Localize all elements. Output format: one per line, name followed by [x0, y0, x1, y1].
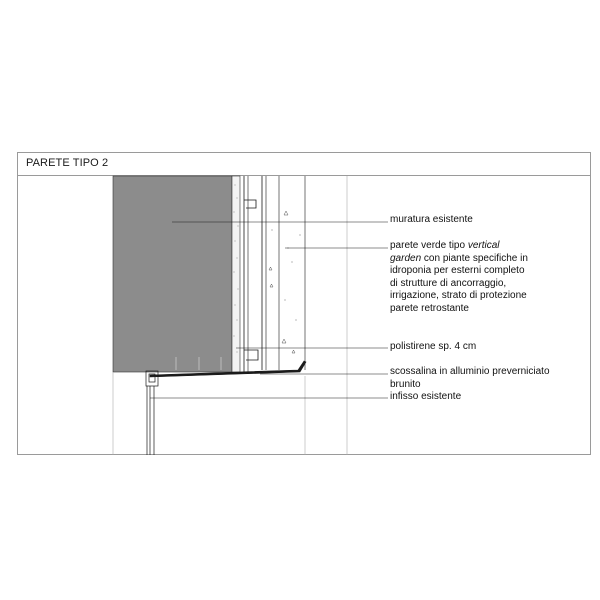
window-frame	[146, 371, 158, 455]
polystyrene-layer	[232, 176, 240, 372]
substrate-dots	[271, 229, 300, 320]
vertical-garden	[244, 176, 305, 372]
label-infisso: infisso esistente	[390, 391, 462, 402]
label-scossalina: scossalina in alluminio preverniciato brunito	[390, 366, 550, 390]
masonry-wall	[113, 176, 232, 372]
substrate-symbols	[269, 211, 295, 353]
label-muratura: muratura esistente	[390, 214, 473, 225]
drawing-title: PARETE TIPO 2	[26, 157, 109, 169]
label-polistirene: polistirene sp. 4 cm	[390, 341, 477, 352]
label-parete-verde: parete verde tipo vertical garden con piante specifiche in idroponia per esterni completo di strutture di ancorraggio, irrigazione, strato di protezione parete retrostante	[390, 240, 528, 314]
